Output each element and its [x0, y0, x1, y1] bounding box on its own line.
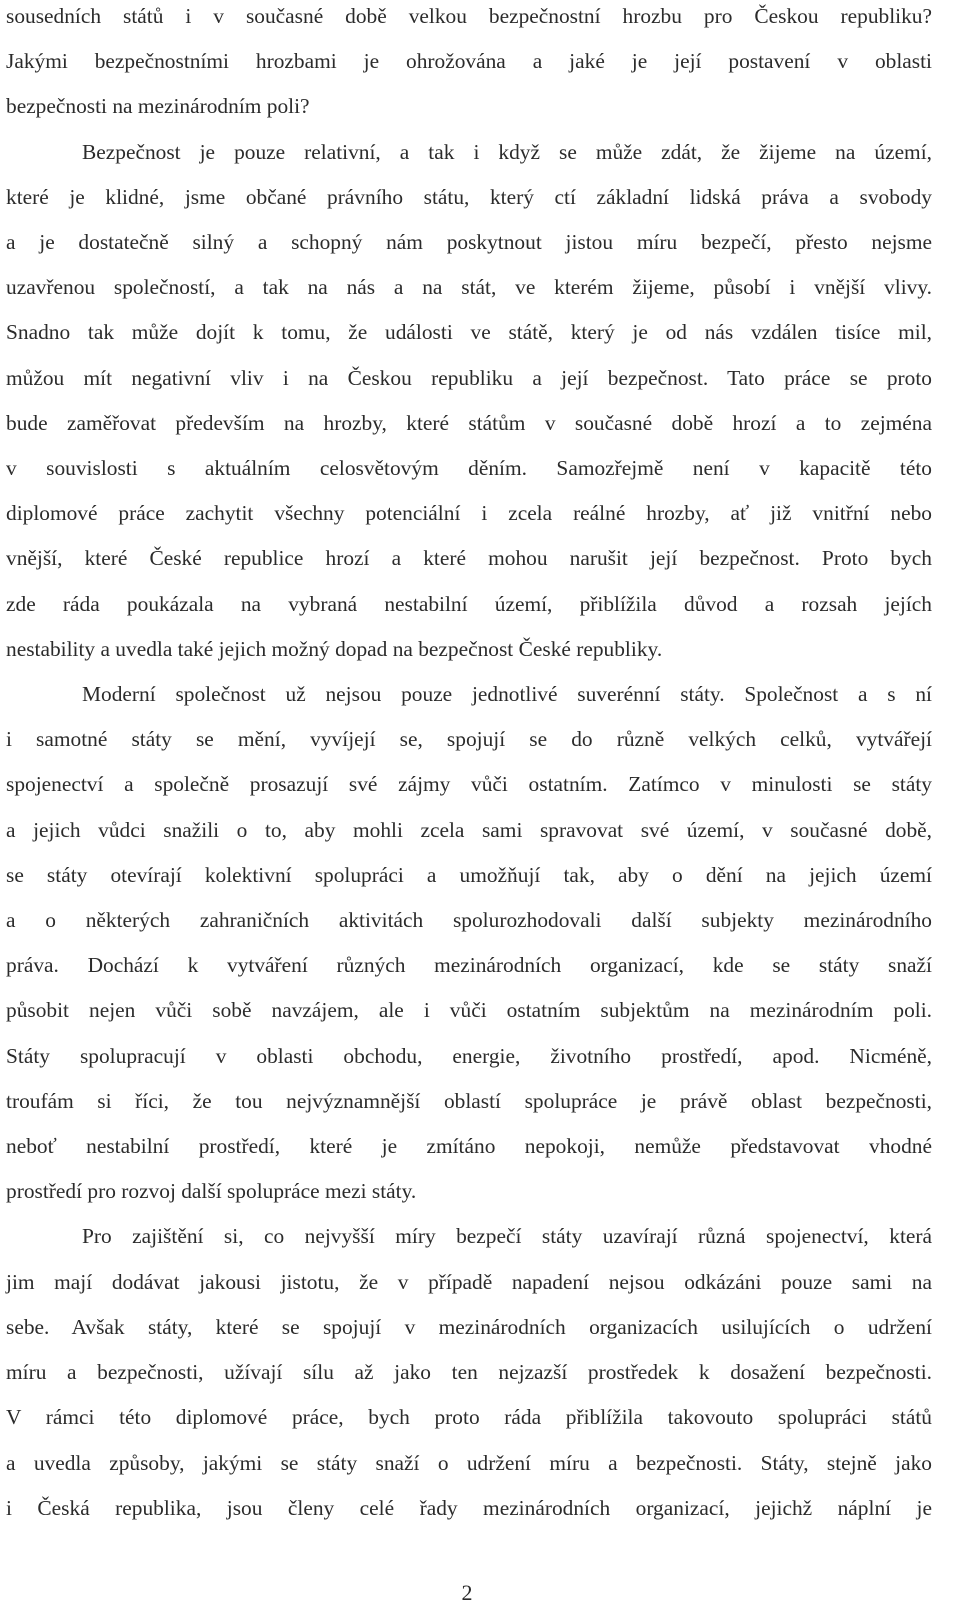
text-line: vnější, které České republice hrozí a které mohou narušit její bezpečnost. Proto bych	[6, 546, 932, 571]
text-line: práva. Dochází k vytváření různých mezinárodních organizací, kde se státy snaží	[6, 953, 932, 978]
text-line: nestability a uvedla také jejich možný dopad na bezpečnost České republiky.	[6, 636, 663, 661]
paragraph	[6, 672, 932, 1214]
text-line: a uvedla způsoby, jakými se státy snaží o udržení míru a bezpečnosti. Státy, stejně jako	[6, 1450, 932, 1475]
paragraph	[6, 1214, 932, 1530]
text-line: troufám si říci, že tou nejvýznamnější oblastí spolupráce je právě oblast bezpečnosti,	[6, 1088, 932, 1113]
text-line: Jakými bezpečnostními hrozbami je ohrožována a jaké je její postavení v oblasti	[6, 49, 932, 74]
text-line: neboť nestabilní prostředí, které je zmítáno nepokoji, nemůže představovat vhodné	[6, 1134, 932, 1159]
text-line: i samotné státy se mění, vyvíjejí se, spojují se do různě velkých celků, vytvářejí	[6, 727, 932, 752]
text-line: uzavřenou společností, a tak na nás a na stát, ve kterém žijeme, působí i vnější vlivy.	[6, 275, 932, 300]
text-line: můžou mít negativní vliv i na Českou republiku a její bezpečnost. Tato práce se proto	[6, 365, 932, 390]
text-line: a o některých zahraničních aktivitách spolurozhodovali další subjekty mezinárodního	[6, 908, 932, 933]
text-line: které je klidné, jsme občané právního státu, který ctí základní lidská práva a svobody	[6, 184, 932, 209]
text-line: zde ráda poukázala na vybraná nestabilní území, přiblížila důvod a rozsah jejích	[6, 591, 932, 616]
document-page	[6, 0, 932, 1531]
text-line: a je dostatečně silný a schopný nám poskytnout jistou míru bezpečí, přesto nejsme	[6, 230, 932, 255]
document-body	[6, 0, 932, 1531]
paragraph	[6, 130, 932, 672]
text-line: bezpečnosti na mezinárodním poli?	[6, 94, 310, 119]
text-line: spojenectví a společně prosazují své zájmy vůči ostatním. Zatímco v minulosti se státy	[6, 772, 932, 797]
text-line: sousedních států i v současné době velkou bezpečnostní hrozbu pro Českou republiku?	[6, 4, 932, 28]
text-line: a jejich vůdci snažili o to, aby mohli zcela sami spravovat své území, v současné době,	[6, 817, 932, 842]
text-line: míru a bezpečnosti, užívají sílu až jako ten nejzazší prostředek k dosažení bezpečnosti.	[6, 1360, 932, 1385]
text-line: bude zaměřovat především na hrozby, které státům v současné době hrozí a to zejména	[6, 410, 932, 435]
text-line: sebe. Avšak státy, které se spojují v mezinárodních organizacích usilujících o udržení	[6, 1314, 932, 1339]
text-line: Státy spolupracují v oblasti obchodu, energie, životního prostředí, apod. Nicméně,	[6, 1043, 932, 1068]
text-line: prostředí pro rozvoj další spolupráce mezi státy.	[6, 1179, 417, 1204]
text-line: jim mají dodávat jakousi jistotu, že v případě napadení nejsou odkázáni pouze sami na	[6, 1269, 932, 1294]
page-number: 2	[461, 1580, 473, 1605]
text-line: diplomové práce zachytit všechny potenciální i zcela reálné hrozby, ať již vnitřní nebo	[6, 501, 932, 526]
text-line: Moderní společnost už nejsou pouze jednotlivé suverénní státy. Společnost a s ní	[82, 682, 932, 707]
text-line: Snadno tak může dojít k tomu, že události ve státě, který je od nás vzdálen tisíce mil,	[6, 320, 932, 345]
text-line: V rámci této diplomové práce, bych proto ráda přiblížila takovouto spolupráci států	[6, 1405, 932, 1430]
text-line: Pro zajištění si, co nejvyšší míry bezpečí státy uzavírají různá spojenectví, která	[82, 1224, 932, 1249]
text-line: působit nejen vůči sobě navzájem, ale i vůči ostatním subjektům na mezinárodním poli.	[6, 998, 932, 1023]
paragraph	[6, 0, 932, 130]
text-line: v souvislosti s aktuálním celosvětovým děním. Samozřejmě není v kapacitě této	[6, 456, 932, 481]
text-line: i Česká republika, jsou členy celé řady mezinárodních organizací, jejichž náplní je	[6, 1495, 932, 1520]
text-line: se státy otevírají kolektivní spolupráci a umožňují tak, aby o dění na jejich území	[6, 862, 932, 887]
text-line: Bezpečnost je pouze relativní, a tak i když se může zdát, že žijeme na území,	[82, 139, 932, 164]
